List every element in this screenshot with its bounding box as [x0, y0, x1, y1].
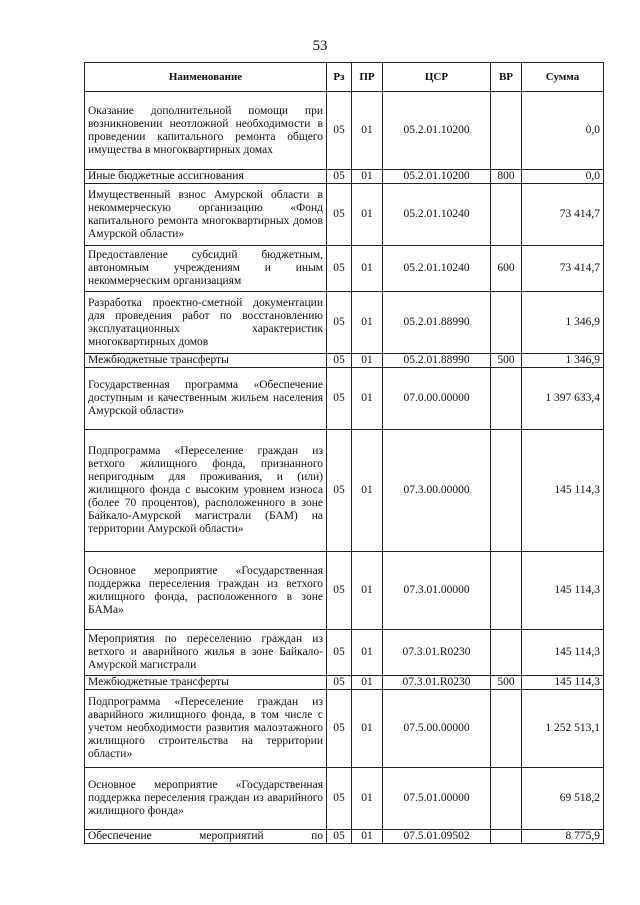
row-vr [491, 830, 522, 844]
header-rz: Рз [327, 63, 352, 92]
row-rz: 05 [327, 430, 352, 552]
row-pr: 01 [352, 246, 383, 292]
row-sum: 1 346,9 [522, 354, 604, 368]
header-vr: ВР [491, 63, 522, 92]
row-sum: 145 114,3 [522, 430, 604, 552]
row-rz: 05 [327, 676, 352, 690]
header-pr: ПР [352, 63, 383, 92]
row-csr: 07.3.01.R0230 [383, 630, 491, 676]
row-pr: 01 [352, 768, 383, 830]
row-csr: 07.3.00.00000 [383, 430, 491, 552]
row-name: Обеспечение мероприятий по [85, 830, 327, 844]
budget-table [84, 62, 604, 844]
row-sum: 1 252 513,1 [522, 690, 604, 768]
row-vr [491, 292, 522, 354]
row-vr: 500 [491, 354, 522, 368]
table-row [85, 830, 604, 844]
row-name: Межбюджетные трансферты [85, 676, 327, 690]
row-pr: 01 [352, 430, 383, 552]
row-name: Иные бюджетные ассигнования [85, 170, 327, 184]
row-pr: 01 [352, 354, 383, 368]
table-row [85, 246, 604, 292]
row-name: Предоставление субсидий бюджетным, автономным учреждениям и иным некоммерческим организациям [85, 246, 327, 292]
table-row [85, 92, 604, 170]
row-vr: 500 [491, 676, 522, 690]
row-name: Оказание дополнительной помощи при возникновении неотложной необходимости в проведении капитального ремонта общего имущества в многоквартирных домах [85, 92, 327, 170]
row-name: Разработка проектно-сметной документации для проведения работ по восстановлению эксплуатационных характеристик многоквартирных домов [85, 292, 327, 354]
row-name: Подпрограмма «Переселение граждан из аварийного жилищного фонда, в том числе с учетом необходимости развития малоэтажного жилищного строительства на территории области» [85, 690, 327, 768]
row-rz: 05 [327, 292, 352, 354]
table-header-row [85, 63, 604, 92]
row-rz: 05 [327, 690, 352, 768]
row-csr: 05.2.01.88990 [383, 354, 491, 368]
row-sum: 8 775,9 [522, 830, 604, 844]
row-rz: 05 [327, 92, 352, 170]
row-sum: 145 114,3 [522, 552, 604, 630]
header-name: Наименование [85, 63, 327, 92]
row-csr: 05.2.01.10240 [383, 184, 491, 246]
row-vr [491, 552, 522, 630]
row-name: Основное мероприятие «Государственная поддержка переселения граждан из аварийного жилищного фонда» [85, 768, 327, 830]
header-csr: ЦСР [383, 63, 491, 92]
row-vr [491, 690, 522, 768]
table-row [85, 676, 604, 690]
row-pr: 01 [352, 92, 383, 170]
table-row [85, 368, 604, 430]
table-row [85, 184, 604, 246]
row-vr [491, 768, 522, 830]
row-csr: 07.5.01.09502 [383, 830, 491, 844]
row-vr [491, 92, 522, 170]
row-vr [491, 184, 522, 246]
row-rz: 05 [327, 768, 352, 830]
row-sum: 145 114,3 [522, 676, 604, 690]
row-sum: 145 114,3 [522, 630, 604, 676]
table-row [85, 768, 604, 830]
table-row [85, 630, 604, 676]
row-rz: 05 [327, 184, 352, 246]
row-csr: 07.5.00.00000 [383, 690, 491, 768]
row-rz: 05 [327, 246, 352, 292]
row-csr: 07.0.00.00000 [383, 368, 491, 430]
row-rz: 05 [327, 368, 352, 430]
row-pr: 01 [352, 170, 383, 184]
row-csr: 05.2.01.10240 [383, 246, 491, 292]
row-rz: 05 [327, 630, 352, 676]
row-vr [491, 368, 522, 430]
row-pr: 01 [352, 552, 383, 630]
row-vr: 800 [491, 170, 522, 184]
row-rz: 05 [327, 830, 352, 844]
row-pr: 01 [352, 676, 383, 690]
row-sum: 0,0 [522, 170, 604, 184]
row-pr: 01 [352, 368, 383, 430]
table-row [85, 690, 604, 768]
table-body [85, 92, 604, 844]
row-pr: 01 [352, 630, 383, 676]
row-csr: 05.2.01.10200 [383, 92, 491, 170]
row-sum: 69 518,2 [522, 768, 604, 830]
row-csr: 07.3.01.R0230 [383, 676, 491, 690]
row-csr: 05.2.01.88990 [383, 292, 491, 354]
table-row [85, 170, 604, 184]
row-sum: 1 346,9 [522, 292, 604, 354]
row-pr: 01 [352, 184, 383, 246]
table-row [85, 354, 604, 368]
header-sum: Сумма [522, 63, 604, 92]
row-name: Государственная программа «Обеспечение доступным и качественным жильем населения Амурской области» [85, 368, 327, 430]
table-row [85, 430, 604, 552]
row-vr [491, 430, 522, 552]
row-sum: 1 397 633,4 [522, 368, 604, 430]
row-pr: 01 [352, 690, 383, 768]
row-csr: 05.2.01.10200 [383, 170, 491, 184]
row-name: Межбюджетные трансферты [85, 354, 327, 368]
row-csr: 07.5.01.00000 [383, 768, 491, 830]
row-sum: 73 414,7 [522, 246, 604, 292]
row-name: Основное мероприятие «Государственная поддержка переселения граждан из ветхого жилищного фонда, расположенного в зоне БАМа» [85, 552, 327, 630]
row-csr: 07.3.01.00000 [383, 552, 491, 630]
row-vr [491, 630, 522, 676]
table-row [85, 552, 604, 630]
row-name: Мероприятия по переселению граждан из ветхого и аварийного жилья в зоне Байкало-Амурской магистрали [85, 630, 327, 676]
row-name: Имущественный взнос Амурской области в некоммерческую организацию «Фонд капитального ремонта многоквартирных домов Амурской области» [85, 184, 327, 246]
page-number: 53 [312, 38, 328, 54]
row-rz: 05 [327, 170, 352, 184]
row-pr: 01 [352, 292, 383, 354]
row-vr: 600 [491, 246, 522, 292]
row-sum: 73 414,7 [522, 184, 604, 246]
table-row [85, 292, 604, 354]
row-pr: 01 [352, 830, 383, 844]
row-sum: 0,0 [522, 92, 604, 170]
row-name: Подпрограмма «Переселение граждан из ветхого жилищного фонда, признанного непригодным для проживания, и (или) жилищного фонда с высоким уровнем износа (более 70 процентов), расположенного в зоне Байкало-Амурской магистрали (БАМ) на территории Амурской области» [85, 430, 327, 552]
row-rz: 05 [327, 552, 352, 630]
row-rz: 05 [327, 354, 352, 368]
